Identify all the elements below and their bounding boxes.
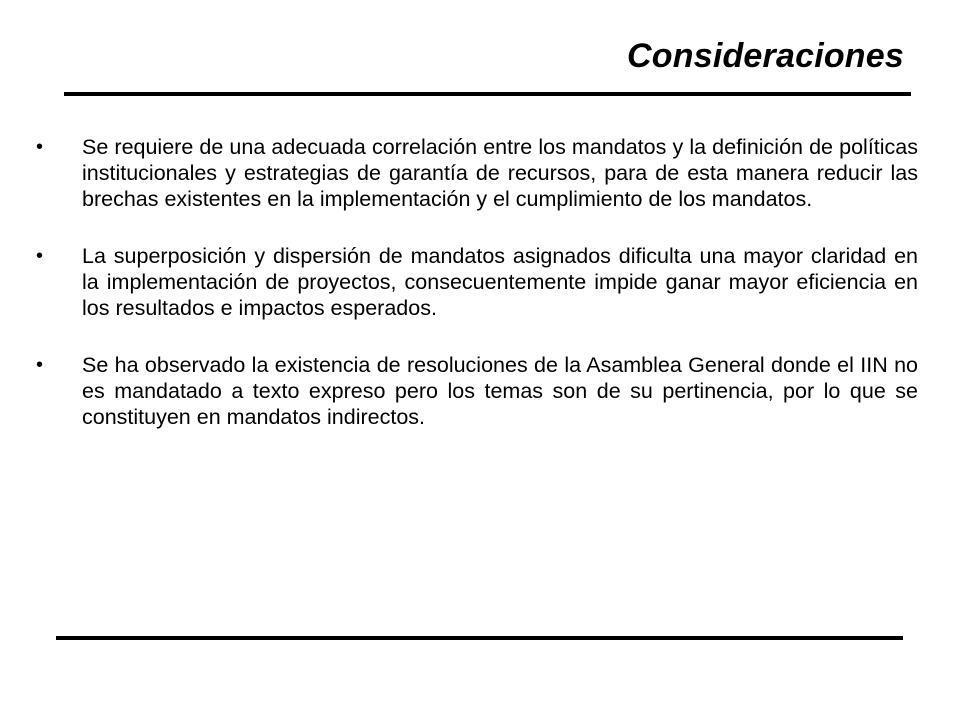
bullet-text: Se ha observado la existencia de resoluciones de la Asamblea General donde el IIN no es mandatado a texto expreso pero los temas son de su pertinencia, por lo que se constituyen en mandatos indirectos. [82, 353, 918, 429]
bullet-icon: • [36, 354, 44, 376]
slide-title: Consideraciones [627, 37, 904, 75]
bullet-item [36, 352, 918, 430]
bullet-item [36, 243, 918, 321]
bullet-icon: • [36, 136, 44, 158]
bullet-text: La superposición y dispersión de mandatos asignados dificulta una mayor claridad en la implementación de proyectos, consecuentemente impide ganar mayor eficiencia en los resultados e impactos esperados. [82, 244, 918, 320]
bullet-list [36, 134, 918, 461]
footer-divider [56, 636, 903, 640]
title-divider [64, 92, 911, 96]
bullet-icon: • [36, 245, 44, 267]
bullet-item [36, 134, 918, 212]
bullet-text: Se requiere de una adecuada correlación entre los mandatos y la definición de políticas institucionales y estrategias de garantía de recursos, para de esta manera reducir las brechas existentes en la implementación y el cumplimiento de los mandatos. [82, 135, 918, 211]
